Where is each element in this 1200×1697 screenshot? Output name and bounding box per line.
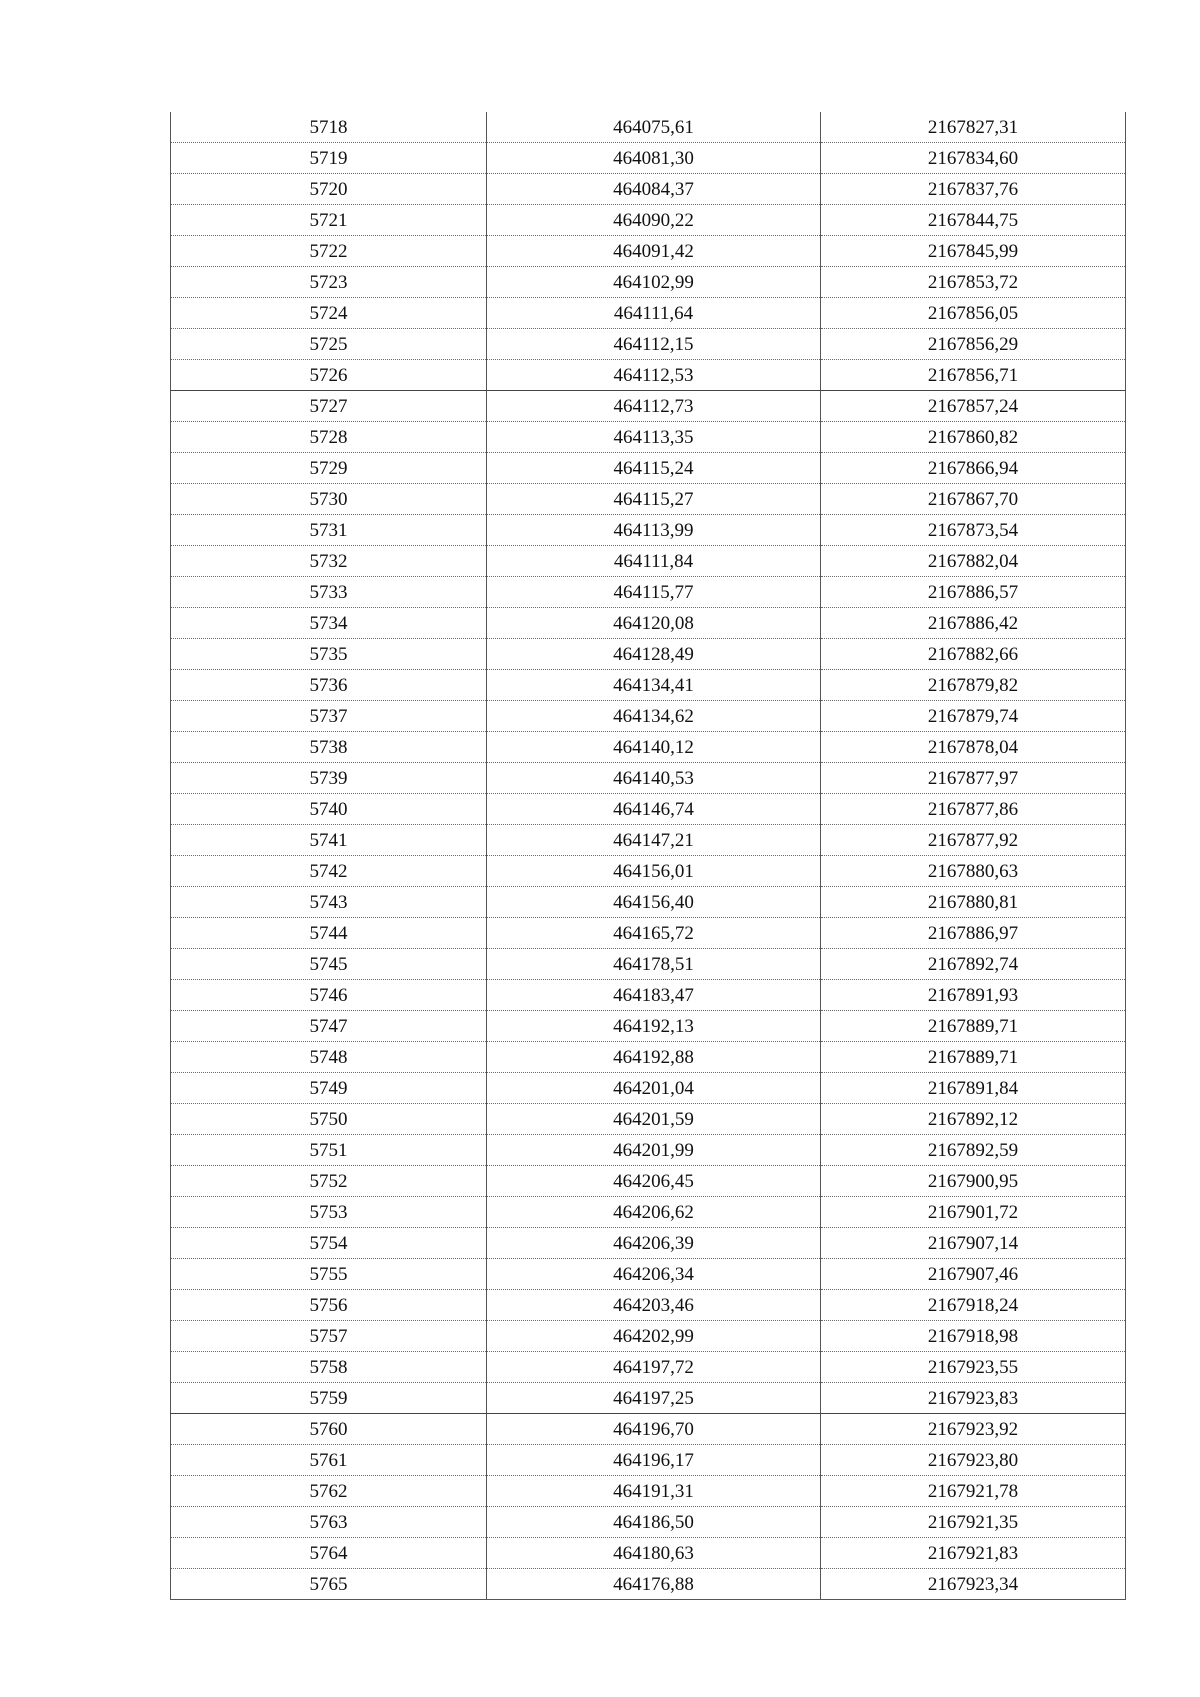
point-number-cell: 5759 — [171, 1383, 487, 1414]
x-coordinate-cell: 464156,01 — [487, 856, 821, 887]
x-coordinate-cell: 464140,53 — [487, 763, 821, 794]
table-row — [171, 918, 1126, 949]
y-coordinate-cell: 2167889,71 — [821, 1011, 1126, 1042]
x-coordinate-cell: 464081,30 — [487, 143, 821, 174]
point-number-cell: 5725 — [171, 329, 487, 360]
y-coordinate-cell: 2167877,92 — [821, 825, 1126, 856]
y-coordinate-cell: 2167892,74 — [821, 949, 1126, 980]
x-coordinate-cell: 464140,12 — [487, 732, 821, 763]
y-coordinate-cell: 2167886,97 — [821, 918, 1126, 949]
point-number-cell: 5718 — [171, 112, 487, 143]
y-coordinate-cell: 2167923,55 — [821, 1352, 1126, 1383]
point-number-cell: 5720 — [171, 174, 487, 205]
table-row — [171, 1507, 1126, 1538]
y-coordinate-cell: 2167879,74 — [821, 701, 1126, 732]
table-row — [171, 1538, 1126, 1569]
point-number-cell: 5722 — [171, 236, 487, 267]
y-coordinate-cell: 2167923,83 — [821, 1383, 1126, 1414]
table-row — [171, 1011, 1126, 1042]
y-coordinate-cell: 2167867,70 — [821, 484, 1126, 515]
table-row — [171, 453, 1126, 484]
coordinates-table-body — [171, 112, 1126, 1600]
table-row — [171, 1321, 1126, 1352]
point-number-cell: 5723 — [171, 267, 487, 298]
table-row — [171, 763, 1126, 794]
point-number-cell: 5730 — [171, 484, 487, 515]
point-number-cell: 5762 — [171, 1476, 487, 1507]
x-coordinate-cell: 464113,99 — [487, 515, 821, 546]
point-number-cell: 5760 — [171, 1414, 487, 1445]
point-number-cell: 5761 — [171, 1445, 487, 1476]
y-coordinate-cell: 2167921,78 — [821, 1476, 1126, 1507]
table-row — [171, 608, 1126, 639]
y-coordinate-cell: 2167921,83 — [821, 1538, 1126, 1569]
table-row — [171, 1569, 1126, 1600]
point-number-cell: 5719 — [171, 143, 487, 174]
point-number-cell: 5737 — [171, 701, 487, 732]
table-row — [171, 1290, 1126, 1321]
table-row — [171, 1104, 1126, 1135]
x-coordinate-cell: 464206,62 — [487, 1197, 821, 1228]
y-coordinate-cell: 2167873,54 — [821, 515, 1126, 546]
point-number-cell: 5743 — [171, 887, 487, 918]
point-number-cell: 5742 — [171, 856, 487, 887]
table-row — [171, 670, 1126, 701]
point-number-cell: 5754 — [171, 1228, 487, 1259]
x-coordinate-cell: 464201,59 — [487, 1104, 821, 1135]
point-number-cell: 5752 — [171, 1166, 487, 1197]
point-number-cell: 5729 — [171, 453, 487, 484]
table-row — [171, 422, 1126, 453]
point-number-cell: 5753 — [171, 1197, 487, 1228]
point-number-cell: 5724 — [171, 298, 487, 329]
point-number-cell: 5747 — [171, 1011, 487, 1042]
table-row — [171, 825, 1126, 856]
table-row — [171, 205, 1126, 236]
y-coordinate-cell: 2167834,60 — [821, 143, 1126, 174]
y-coordinate-cell: 2167856,29 — [821, 329, 1126, 360]
table-row — [171, 1073, 1126, 1104]
y-coordinate-cell: 2167880,81 — [821, 887, 1126, 918]
x-coordinate-cell: 464134,41 — [487, 670, 821, 701]
point-number-cell: 5726 — [171, 360, 487, 391]
point-number-cell: 5750 — [171, 1104, 487, 1135]
point-number-cell: 5728 — [171, 422, 487, 453]
x-coordinate-cell: 464165,72 — [487, 918, 821, 949]
x-coordinate-cell: 464192,13 — [487, 1011, 821, 1042]
table-row — [171, 267, 1126, 298]
y-coordinate-cell: 2167891,84 — [821, 1073, 1126, 1104]
table-row — [171, 236, 1126, 267]
table-row — [171, 515, 1126, 546]
x-coordinate-cell: 464197,25 — [487, 1383, 821, 1414]
table-row — [171, 732, 1126, 763]
x-coordinate-cell: 464206,39 — [487, 1228, 821, 1259]
x-coordinate-cell: 464147,21 — [487, 825, 821, 856]
y-coordinate-cell: 2167923,34 — [821, 1569, 1126, 1600]
table-row — [171, 1197, 1126, 1228]
y-coordinate-cell: 2167886,57 — [821, 577, 1126, 608]
point-number-cell: 5758 — [171, 1352, 487, 1383]
y-coordinate-cell: 2167923,80 — [821, 1445, 1126, 1476]
y-coordinate-cell: 2167844,75 — [821, 205, 1126, 236]
point-number-cell: 5746 — [171, 980, 487, 1011]
table-row — [171, 577, 1126, 608]
x-coordinate-cell: 464191,31 — [487, 1476, 821, 1507]
y-coordinate-cell: 2167892,12 — [821, 1104, 1126, 1135]
point-number-cell: 5740 — [171, 794, 487, 825]
x-coordinate-cell: 464075,61 — [487, 112, 821, 143]
point-number-cell: 5744 — [171, 918, 487, 949]
table-row — [171, 1352, 1126, 1383]
y-coordinate-cell: 2167837,76 — [821, 174, 1126, 205]
point-number-cell: 5736 — [171, 670, 487, 701]
y-coordinate-cell: 2167866,94 — [821, 453, 1126, 484]
y-coordinate-cell: 2167923,92 — [821, 1414, 1126, 1445]
x-coordinate-cell: 464084,37 — [487, 174, 821, 205]
x-coordinate-cell: 464178,51 — [487, 949, 821, 980]
point-number-cell: 5739 — [171, 763, 487, 794]
y-coordinate-cell: 2167877,97 — [821, 763, 1126, 794]
x-coordinate-cell: 464120,08 — [487, 608, 821, 639]
table-row — [171, 174, 1126, 205]
table-row — [171, 298, 1126, 329]
table-row — [171, 1383, 1126, 1414]
point-number-cell: 5745 — [171, 949, 487, 980]
x-coordinate-cell: 464176,88 — [487, 1569, 821, 1600]
y-coordinate-cell: 2167889,71 — [821, 1042, 1126, 1073]
table-row — [171, 1042, 1126, 1073]
x-coordinate-cell: 464201,99 — [487, 1135, 821, 1166]
table-row — [171, 856, 1126, 887]
x-coordinate-cell: 464091,42 — [487, 236, 821, 267]
x-coordinate-cell: 464102,99 — [487, 267, 821, 298]
x-coordinate-cell: 464112,73 — [487, 391, 821, 422]
table-row — [171, 1259, 1126, 1290]
y-coordinate-cell: 2167860,82 — [821, 422, 1126, 453]
table-row — [171, 484, 1126, 515]
table-row — [171, 391, 1126, 422]
x-coordinate-cell: 464192,88 — [487, 1042, 821, 1073]
y-coordinate-cell: 2167856,05 — [821, 298, 1126, 329]
table-row — [171, 701, 1126, 732]
table-row — [171, 112, 1126, 143]
y-coordinate-cell: 2167845,99 — [821, 236, 1126, 267]
y-coordinate-cell: 2167901,72 — [821, 1197, 1126, 1228]
x-coordinate-cell: 464146,74 — [487, 794, 821, 825]
point-number-cell: 5748 — [171, 1042, 487, 1073]
coordinates-table — [170, 112, 1126, 1600]
x-coordinate-cell: 464111,84 — [487, 546, 821, 577]
x-coordinate-cell: 464115,27 — [487, 484, 821, 515]
table-row — [171, 980, 1126, 1011]
x-coordinate-cell: 464186,50 — [487, 1507, 821, 1538]
point-number-cell: 5756 — [171, 1290, 487, 1321]
point-number-cell: 5755 — [171, 1259, 487, 1290]
point-number-cell: 5765 — [171, 1569, 487, 1600]
x-coordinate-cell: 464113,35 — [487, 422, 821, 453]
table-row — [171, 949, 1126, 980]
y-coordinate-cell: 2167853,72 — [821, 267, 1126, 298]
point-number-cell: 5749 — [171, 1073, 487, 1104]
x-coordinate-cell: 464183,47 — [487, 980, 821, 1011]
table-row — [171, 1135, 1126, 1166]
x-coordinate-cell: 464115,77 — [487, 577, 821, 608]
point-number-cell: 5751 — [171, 1135, 487, 1166]
y-coordinate-cell: 2167886,42 — [821, 608, 1126, 639]
x-coordinate-cell: 464115,24 — [487, 453, 821, 484]
y-coordinate-cell: 2167882,66 — [821, 639, 1126, 670]
x-coordinate-cell: 464203,46 — [487, 1290, 821, 1321]
y-coordinate-cell: 2167900,95 — [821, 1166, 1126, 1197]
table-row — [171, 1414, 1126, 1445]
table-row — [171, 1166, 1126, 1197]
x-coordinate-cell: 464206,34 — [487, 1259, 821, 1290]
x-coordinate-cell: 464180,63 — [487, 1538, 821, 1569]
y-coordinate-cell: 2167856,71 — [821, 360, 1126, 391]
y-coordinate-cell: 2167918,98 — [821, 1321, 1126, 1352]
point-number-cell: 5757 — [171, 1321, 487, 1352]
table-row — [171, 360, 1126, 391]
x-coordinate-cell: 464201,04 — [487, 1073, 821, 1104]
y-coordinate-cell: 2167827,31 — [821, 112, 1126, 143]
y-coordinate-cell: 2167921,35 — [821, 1507, 1126, 1538]
table-row — [171, 546, 1126, 577]
y-coordinate-cell: 2167907,14 — [821, 1228, 1126, 1259]
x-coordinate-cell: 464111,64 — [487, 298, 821, 329]
y-coordinate-cell: 2167882,04 — [821, 546, 1126, 577]
x-coordinate-cell: 464090,22 — [487, 205, 821, 236]
x-coordinate-cell: 464206,45 — [487, 1166, 821, 1197]
table-row — [171, 143, 1126, 174]
point-number-cell: 5735 — [171, 639, 487, 670]
point-number-cell: 5763 — [171, 1507, 487, 1538]
table-row — [171, 794, 1126, 825]
x-coordinate-cell: 464202,99 — [487, 1321, 821, 1352]
point-number-cell: 5727 — [171, 391, 487, 422]
point-number-cell: 5721 — [171, 205, 487, 236]
y-coordinate-cell: 2167877,86 — [821, 794, 1126, 825]
table-row — [171, 1445, 1126, 1476]
x-coordinate-cell: 464112,53 — [487, 360, 821, 391]
point-number-cell: 5738 — [171, 732, 487, 763]
x-coordinate-cell: 464156,40 — [487, 887, 821, 918]
point-number-cell: 5731 — [171, 515, 487, 546]
table-row — [171, 1228, 1126, 1259]
table-row — [171, 329, 1126, 360]
table-row — [171, 1476, 1126, 1507]
point-number-cell: 5734 — [171, 608, 487, 639]
x-coordinate-cell: 464134,62 — [487, 701, 821, 732]
y-coordinate-cell: 2167878,04 — [821, 732, 1126, 763]
y-coordinate-cell: 2167891,93 — [821, 980, 1126, 1011]
y-coordinate-cell: 2167918,24 — [821, 1290, 1126, 1321]
point-number-cell: 5764 — [171, 1538, 487, 1569]
y-coordinate-cell: 2167892,59 — [821, 1135, 1126, 1166]
x-coordinate-cell: 464197,72 — [487, 1352, 821, 1383]
y-coordinate-cell: 2167907,46 — [821, 1259, 1126, 1290]
point-number-cell: 5741 — [171, 825, 487, 856]
table-row — [171, 887, 1126, 918]
table-row — [171, 639, 1126, 670]
y-coordinate-cell: 2167880,63 — [821, 856, 1126, 887]
y-coordinate-cell: 2167857,24 — [821, 391, 1126, 422]
x-coordinate-cell: 464112,15 — [487, 329, 821, 360]
point-number-cell: 5732 — [171, 546, 487, 577]
y-coordinate-cell: 2167879,82 — [821, 670, 1126, 701]
x-coordinate-cell: 464196,17 — [487, 1445, 821, 1476]
x-coordinate-cell: 464128,49 — [487, 639, 821, 670]
x-coordinate-cell: 464196,70 — [487, 1414, 821, 1445]
point-number-cell: 5733 — [171, 577, 487, 608]
